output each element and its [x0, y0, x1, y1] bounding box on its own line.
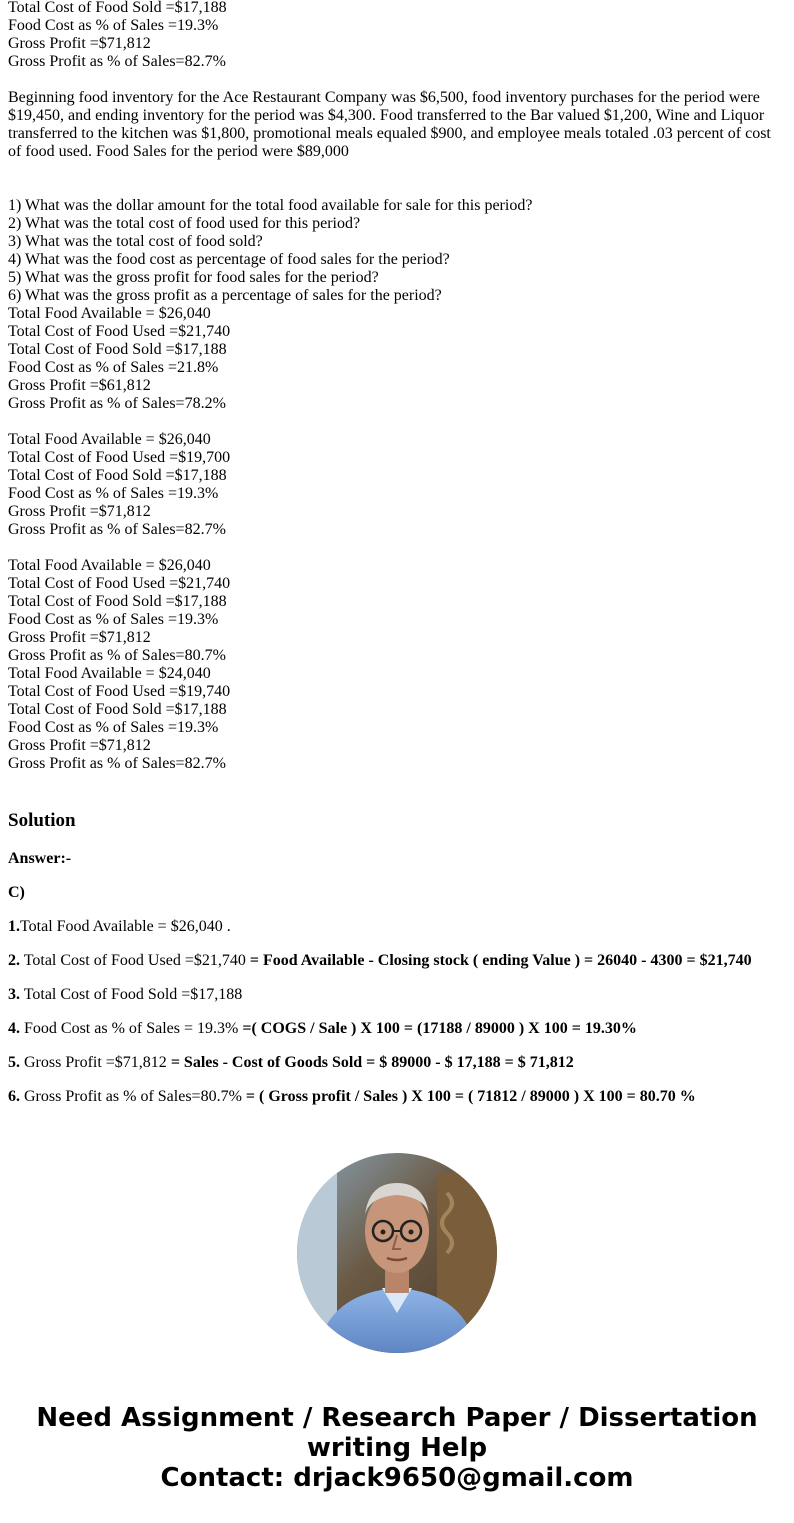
question-item: 2) What was the total cost of food used for this period? [8, 215, 361, 232]
question-item: 3) What was the total cost of food sold? [8, 233, 263, 250]
option-line: Gross Profit as % of Sales=82.7% [8, 755, 226, 772]
solution-step-6: 6. Gross Profit as % of Sales=80.7% = ( Gross profit / Sales ) X 100 = ( 71812 / 89000 ) X 100 = 80.70 % [8, 1088, 696, 1105]
option-line: Gross Profit as % of Sales=78.2% [8, 395, 226, 412]
solution-step-1: 1.Total Food Available = $26,040 . [8, 918, 231, 935]
option-b [8, 431, 784, 539]
answer-label: Answer:- [8, 850, 72, 867]
option-line: Total Cost of Food Sold =$17,188 [8, 701, 227, 718]
solution-step-3: 3. Total Cost of Food Sold =$17,188 [8, 986, 243, 1003]
solution-step-2: 2. Total Cost of Food Used =$21,740 = Food Available - Closing stock ( ending Value ) = 26040 - 4300 = $21,740 [8, 952, 752, 969]
solution-step-4: 4. Food Cost as % of Sales = 19.3% =( COGS / Sale ) X 100 = (17188 / 89000 ) X 100 = 19.30% [8, 1020, 637, 1037]
option-line: Total Food Available = $26,040 [8, 431, 211, 448]
document-body [8, 0, 784, 1106]
option-a [8, 305, 784, 413]
option-d [8, 665, 784, 773]
problem-paragraph: Beginning food inventory for the Ace Restaurant Company was $6,500, food inventory purchases for the period were $19,450, and ending inventory for the period was $4,300. Food transferred to the Bar valued $1,200, Wine and Liquor transferred to the kitchen was $1,800, promotional meals equaled $900, and employee meals totaled .03 percent of cost of food used. Food Sales for the period were $89,000 [8, 89, 771, 160]
option-line: Total Cost of Food Sold =$17,188 [8, 593, 227, 610]
footer-line-3: Contact: drjack9650@gmail.com [160, 1463, 634, 1493]
answer-choice: C) [8, 884, 25, 901]
question-item: 5) What was the gross profit for food sales for the period? [8, 269, 379, 286]
option-line: Total Food Available = $26,040 [8, 557, 211, 574]
question-item: 4) What was the food cost as percentage of food sales for the period? [8, 251, 450, 268]
option-c [8, 557, 784, 665]
solution-step-5: 5. Gross Profit =$71,812 = Sales - Cost of Goods Sold = $ 89000 - $ 17,188 = $ 71,812 [8, 1054, 574, 1071]
avatar [297, 1153, 497, 1353]
option-line: Total Cost of Food Sold =$17,188 [8, 467, 227, 484]
solution-heading: Solution [8, 810, 76, 831]
option-line: Gross Profit as % of Sales=82.7% [8, 521, 226, 538]
option-line: Food Cost as % of Sales =19.3% [8, 719, 219, 736]
option-line: Gross Profit =$71,812 [8, 737, 151, 754]
summary-line: Total Cost of Food Sold =$17,188 [8, 0, 227, 16]
option-line: Total Food Available = $26,040 [8, 305, 211, 322]
option-line: Total Cost of Food Sold =$17,188 [8, 341, 227, 358]
question-list [8, 197, 784, 305]
summary-line: Gross Profit =$71,812 [8, 35, 151, 52]
option-line: Food Cost as % of Sales =19.3% [8, 611, 219, 628]
top-summary [8, 0, 784, 71]
option-line: Food Cost as % of Sales =19.3% [8, 485, 219, 502]
footer-contact [0, 1403, 794, 1493]
option-line: Gross Profit =$61,812 [8, 377, 151, 394]
summary-line: Food Cost as % of Sales =19.3% [8, 17, 219, 34]
avatar-portrait-image [297, 1153, 497, 1353]
option-line: Total Cost of Food Used =$21,740 [8, 323, 231, 340]
option-line: Total Cost of Food Used =$21,740 [8, 575, 231, 592]
question-item: 6) What was the gross profit as a percentage of sales for the period? [8, 287, 442, 304]
option-line: Total Cost of Food Used =$19,700 [8, 449, 231, 466]
option-line: Gross Profit as % of Sales=80.7% [8, 647, 226, 664]
option-line: Gross Profit =$71,812 [8, 629, 151, 646]
footer-line-2: writing Help [306, 1433, 488, 1463]
option-line: Gross Profit =$71,812 [8, 503, 151, 520]
question-item: 1) What was the dollar amount for the total food available for sale for this period? [8, 197, 533, 214]
footer-line-1: Need Assignment / Research Paper / Dissertation [36, 1403, 758, 1433]
option-line: Food Cost as % of Sales =21.8% [8, 359, 219, 376]
option-line: Total Cost of Food Used =$19,740 [8, 683, 231, 700]
summary-line: Gross Profit as % of Sales=82.7% [8, 53, 226, 70]
option-line: Total Food Available = $24,040 [8, 665, 211, 682]
